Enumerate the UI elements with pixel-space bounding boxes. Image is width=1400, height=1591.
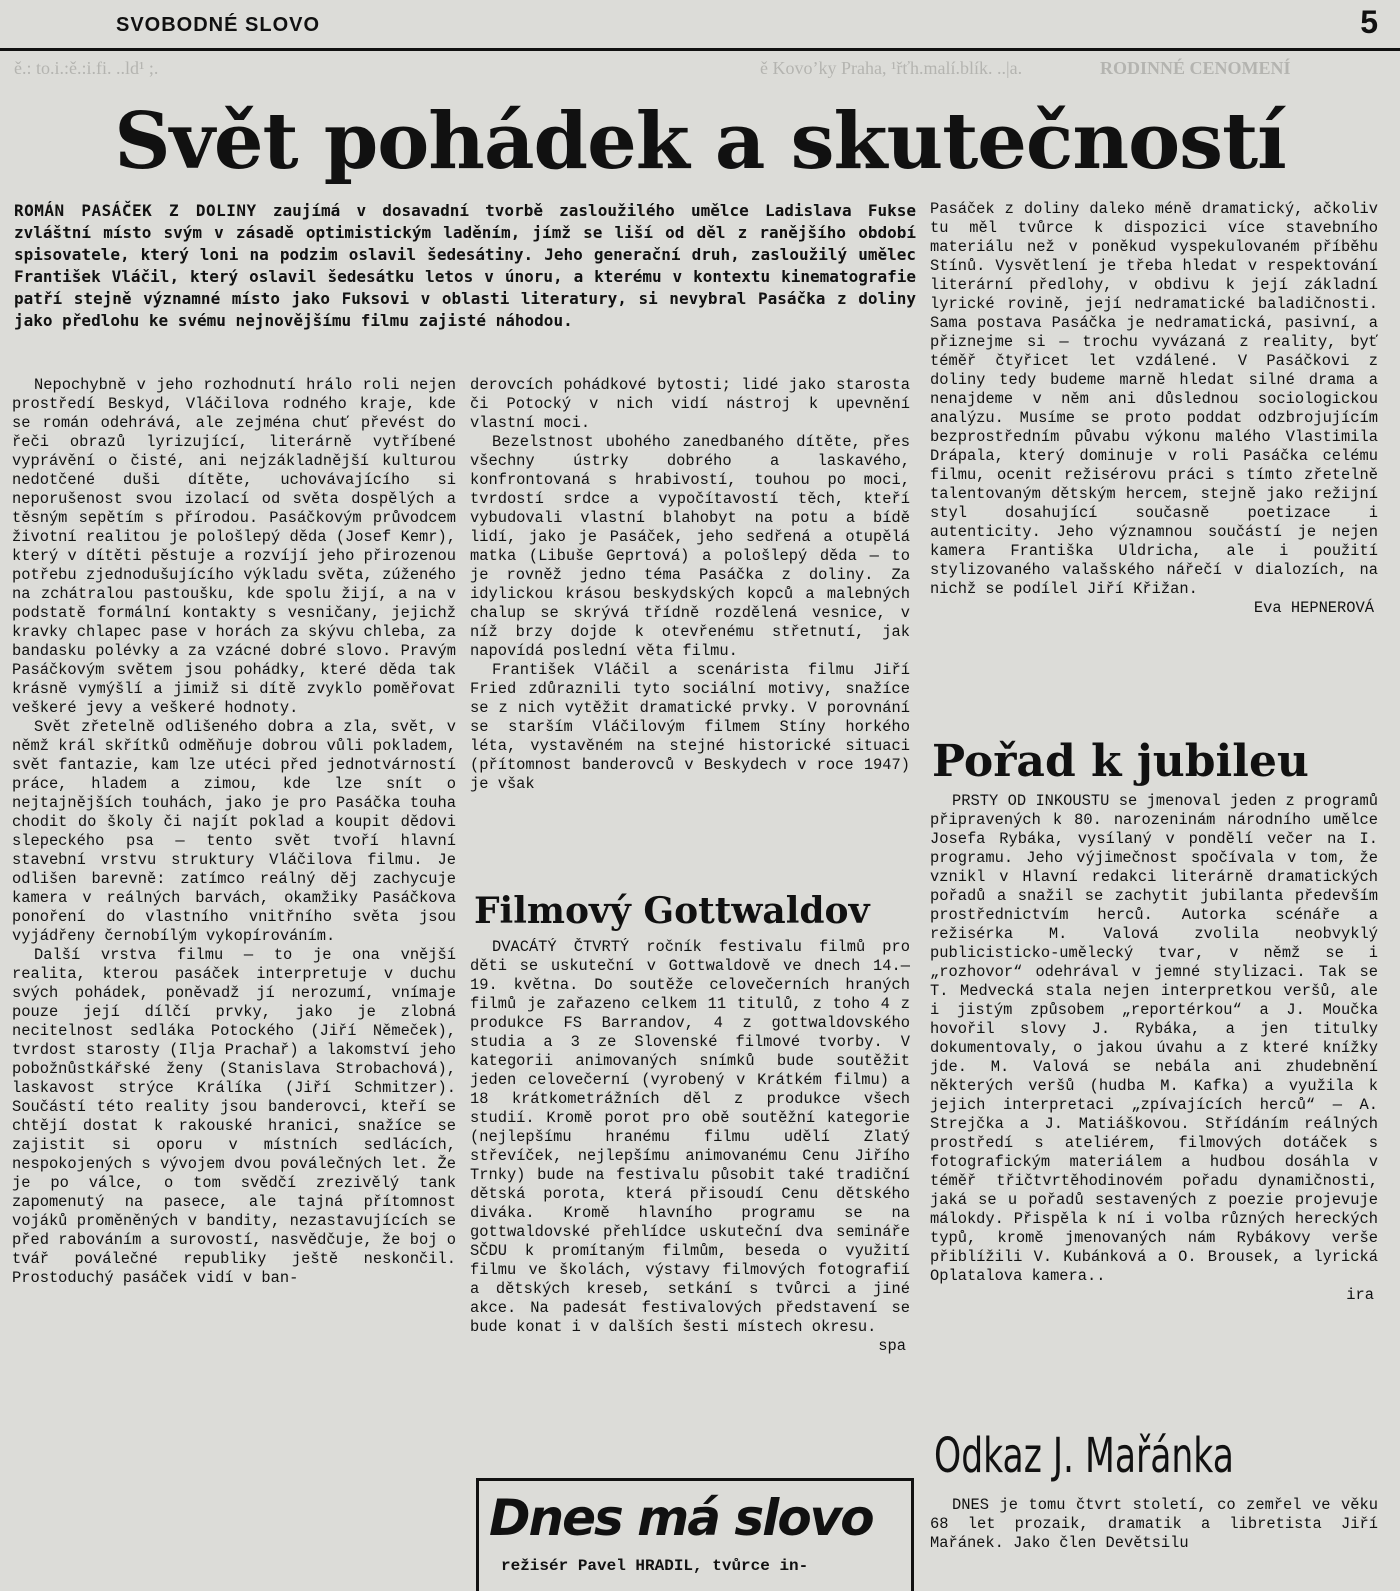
- porad-k-jubileu-article: [930, 792, 1378, 1418]
- article-column-3: [930, 200, 1378, 732]
- paragraph: derovcích pohádkové bytosti; lidé jako starosta či Potocký v nich vidí nástroj k upevnění vlastní moci.: [470, 376, 910, 432]
- article-column-1: [12, 376, 456, 1588]
- odkaz-headline: Odkaz J. Mařánka: [934, 1428, 1234, 1484]
- paragraph: [930, 792, 1378, 1286]
- box-text: režisér Pavel HRADIL, tvůrce in-: [501, 1557, 809, 1575]
- paragraph: Pasáček z doliny daleko méně dramatický, ačkoliv tu měl tvůrce k dispozici více stavebního materiálu než v poněkud vyspekulovaném příběhu Stínů. Vysvětlení je třeba hledat v respektování literární předlohy, v obdivu k její základní lyrické rovině, její nedramatické baladičnosti. Sama postava Pasáčka je nedramatická, pasivní, a přiznejme si — trochu vyvázaná z reality, byť téměř čtyřicet let vzdálené. V Pasáčkovi z doliny tedy budeme marně hledat silné drama a nenajdeme v něm ani důslednou sociologickou analýzu. Musíme se proto poddat odzbrojujícím bezprostředním půvabu výkonu malého Vlastimila Drápala, který dominuje v roli Pasáčka celému filmu, ocenit režisérovu práci s tímto zřetelně talentovaným dětským hercem, stejně jako režijní styl dosahující současně poetizace i autenticity. Jeho významnou součástí je nejen kamera Františka Uldricha, ale i použití stylizovaného valašského nářečí v dialozích, na nichž se podílel Jiří Křižan.: [930, 200, 1378, 598]
- article-column-2: [470, 376, 910, 900]
- odkaz-article: [930, 1496, 1378, 1588]
- bleed-through-text-right: RODINNÉ CENOMENÍ: [1100, 58, 1291, 78]
- porad-kicker: PRSTY OD INKOUSTU: [952, 792, 1110, 810]
- author-signature: Eva HEPNEROVÁ: [1253, 599, 1374, 617]
- paragraph: Další vrstva filmu — to je ona vnější realita, kterou pasáček interpretuje v duchu svých pohádek, poněvadž jí nerozumí, vnímaje pouze její dílčí prvky, jako je zlobná necitelnost sedláka Potockého (Jiří Němeček), tvrdost starosty (Ilja Prachař) a lakomství jeho pobožnůstkářské ženy (Stanislava Strobachová), laskavost strýce Králíka (Jiří Schmitzer). Součástí této reality jsou banderovci, kteří se chtějí dostat k rakouské hranici, snažíce se zajistit si oporu v místních sedlácích, nespokojených s vývojem dvou poválečných let. Že je po válce, o tom svědčí zrezivělý tank zapomenutý na pasece, ale tajná přítomnost vojáků proměněných v bandity, nezastavujících se před rabováním a surovostí, nasvědčuje, že boj o tvář poválečné republiky ještě neskončil. Prostoduchý pasáček vidí v ban-: [12, 946, 456, 1287]
- page-number: 5: [1360, 4, 1378, 40]
- masthead: [0, 0, 1400, 51]
- paragraph: Svět zřetelně odlišeného dobra a zla, svět, v němž král skřítků odměňuje dobrou vůli pokladem, svět fantazie, kam lze utéci před jednotvárností práce, hladem a zimou, kde lze snít o nejtajnějších touhách, jako je pro Pasáčka touha chodit do školy či najít poklad a koupit dědovi slepeckého psa — tento svět tvoří hlavní stavební vrstvu struktury Vláčilova filmu. Je odlišen barevně: zatímco reálný děj zachycuje kamera v reálných barvách, okamžiky Pasáčkova ponoření do vlastního vnitřního světa jsou vyjádřeny černobílým vykopírováním.: [12, 718, 456, 945]
- box-title: Dnes má slovo: [489, 1489, 873, 1547]
- main-headline: Svět pohádek a skutečností: [114, 96, 1286, 187]
- porad-text: se jmenoval jeden z programů připravených k 80. narozeninám národního umělce Josefa Rybáka, vysílaný v pondělí večer na I. programu. Jeho výjimečnost spočívala v tom, že vznikl v Hlavní redakci literárně dramatických pořadů a snažil se zachytit jubilanta především prostřednictvím herců. Autorka scénáře a režisérka M. Valová zvolila neobvyklý publicisticko-umělecký tvar, v němž se i „rozhovor“ odehrával v jemné stylizaci. Tak se T. Medvecká stala nejen interpretkou veršů, ale i jistým způsobem „reportérkou“ a J. Moučka hovořil slovy J. Rybáka, a jen titulky dokumentovaly, o jakou úvahu a z které knížky jde. M. Valová se nebála ani zhudebnění některých veršů (hudba M. Kafka) a využila k jejich interpretaci „zpívajících herců“ — A. Strejčka a J. Matiáškovou. Střídáním reálných prostředí s ateliérem, filmových dotáček s fotografickým materiálem a hudbou dosáhla v téměř třičtvrtěhodinovém pořadu dynamičnosti, jaká se u pořadů sestavených z poezie projevuje málokdy. Přispěla k ní i volba různých hereckých typů, kromě jmenovaných nám Rybákovy verše přiblížili V. Kubánková a O. Brousek, a lyrická Oplatalova kamera..: [930, 792, 1378, 1285]
- bleed-through-text-middle: ě Kovo’ky Praha, ¹řťh.malí.blík. ..|a.: [760, 58, 1023, 78]
- paragraph: Bezelstnost ubohého zanedbaného dítěte, přes všechny ústrky dobrého a laskavého, konfrontovaná s hrabivostí, touhou po moci, tvrdostí srdce a vypočítavostí těch, kteří vybudovali vlastní blahobyt na potu a bídě lidí, jako je Pasáček, jeho sedřená a otupělá matka (Libuše Geprtová) a pološlepý děda — to je rovněž jedno téma Pasáčka z doliny. Za idylickou krásou beskydských kopců a malebných chalup se skrývá třídně rozdělená vesnice, v níž brzy dojde k otevřenému střetnutí, jak napovídá poslední věta filmu.: [470, 433, 910, 660]
- masthead-title: SVOBODNÉ SLOVO: [116, 14, 321, 36]
- author-signature: spa: [878, 1337, 906, 1355]
- paragraph: Nepochybně v jeho rozhodnutí hrálo roli nejen prostředí Beskyd, Vláčilova rodného kraje, kde se román odehrává, ale zejména chuť převést do řeči obrazů lyrizující, literárně vytříbené vyprávění o čisté, ani nejzákladnější kulturou nedotčené duši dítěte, uchovávajícího si neporušenost svou izolací od světa dospělých a těsným sepětím s přírodou. Pasáčkovým průvodcem životní realitou je pološlepý děda (Josef Kemr), který v dítěti pěstuje a rozvíjí jeho přirozenou potřebu zjednodušujícího výkladu světa, zúženého na zchátralou pastoušku, kde spolu žijí, a na v podstatě formální kontakty s vesničany, jejichž kravky chlapec pase v horách za skývu chleba, za bandasku polévky a za vzácné dobré slovo. Pravým Pasáčkovým světem jsou pohádky, které děda tak krásně vymýšlí a jimiž si dítě zvyklo poměřovat veškeré jevy a veškeré hodnoty.: [12, 376, 456, 717]
- bleed-through-text-left: ě.: to.i.:ě.:i.fi. ..ld¹ ;.: [14, 58, 159, 78]
- lead-paragraph: [14, 200, 916, 332]
- author-signature: ira: [1346, 1286, 1374, 1304]
- lead-kicker: ROMÁN PASÁČEK Z DOLINY: [14, 201, 257, 220]
- porad-k-jubileu-headline: Pořad k jubileu: [932, 736, 1309, 787]
- paragraph: DVACÁTÝ ČTVRTÝ ročník festivalu filmů pro děti se uskuteční v Gottwaldově ve dnech 14.—19. května. Do soutěže celovečerních hraných filmů je zařazeno celkem 11 titulů, z toho 4 z produkce FS Barrandov, 4 z gottwaldovského studia a 3 ze Slovenské filmové tvorby. V kategorii animovaných snímků bude soutěžit jeden celovečerní (vyrobený v Krátkém filmu) a 18 krátkometrážních děl z produkce všech studií. Kromě porot pro obě soutěžní kategorie (nejlepšímu hranému filmu udělí Zlatý střevíček, nejlepšímu animovanému Cenu Jiřího Trnky) bude na festivalu působit také tradiční dětská porota, která přisoudí Cenu dětského diváka. Kromě hlavního programu se na gottwaldovské přehlídce uskuteční dva semináře SČDU k promítaným filmům, beseda o využití filmu ve školách, výstavy filmových fotografií a dětských kreseb, setkání s tvůrci a jiné akce. Na padesát festivalových představení se bude konat i v dalších šesti místech okresu.: [470, 938, 910, 1336]
- dnes-ma-slovo-box: [476, 1478, 914, 1591]
- paragraph: DNES je tomu čtvrt století, co zemřel ve věku 68 let prozaik, dramatik a libretista Jiří Mařánek. Jako člen Devětsilu: [930, 1496, 1378, 1552]
- lead-text: zaujímá v dosavadní tvorbě zasloužilého umělce Ladislava Fukse zvláštní místo svým v zásadě optimistickým laděním, jímž se liší od děl z ranějšího období spisovatele, který loni na podzim oslavil šedesátiny. Jeho generační druh, zasloužilý umělec František Vláčil, který oslavil šedesátku letos v únoru, a kterému v kontextu kinematografie patří stejně významné místo jako Fuksovi v oblasti literatury, si nevybral Pasáčka z doliny jako předlohu ke svému nejnovějšímu filmu zajisté náhodou.: [14, 201, 917, 330]
- film-gottwaldov-headline: Filmový Gottwaldov: [474, 890, 870, 932]
- paragraph: František Vláčil a scenárista filmu Jiří Fried zdůraznili tyto sociální motivy, snažíce se z nich vytěžit dramatické prvky. V porovnání se starším Vláčilovým filmem Stíny horkého léta, vystavěném na stejné historické situaci (přítomnost banderovců v Beskydech v roce 1947) je však: [470, 661, 910, 793]
- film-gottwaldov-article: [470, 938, 910, 1466]
